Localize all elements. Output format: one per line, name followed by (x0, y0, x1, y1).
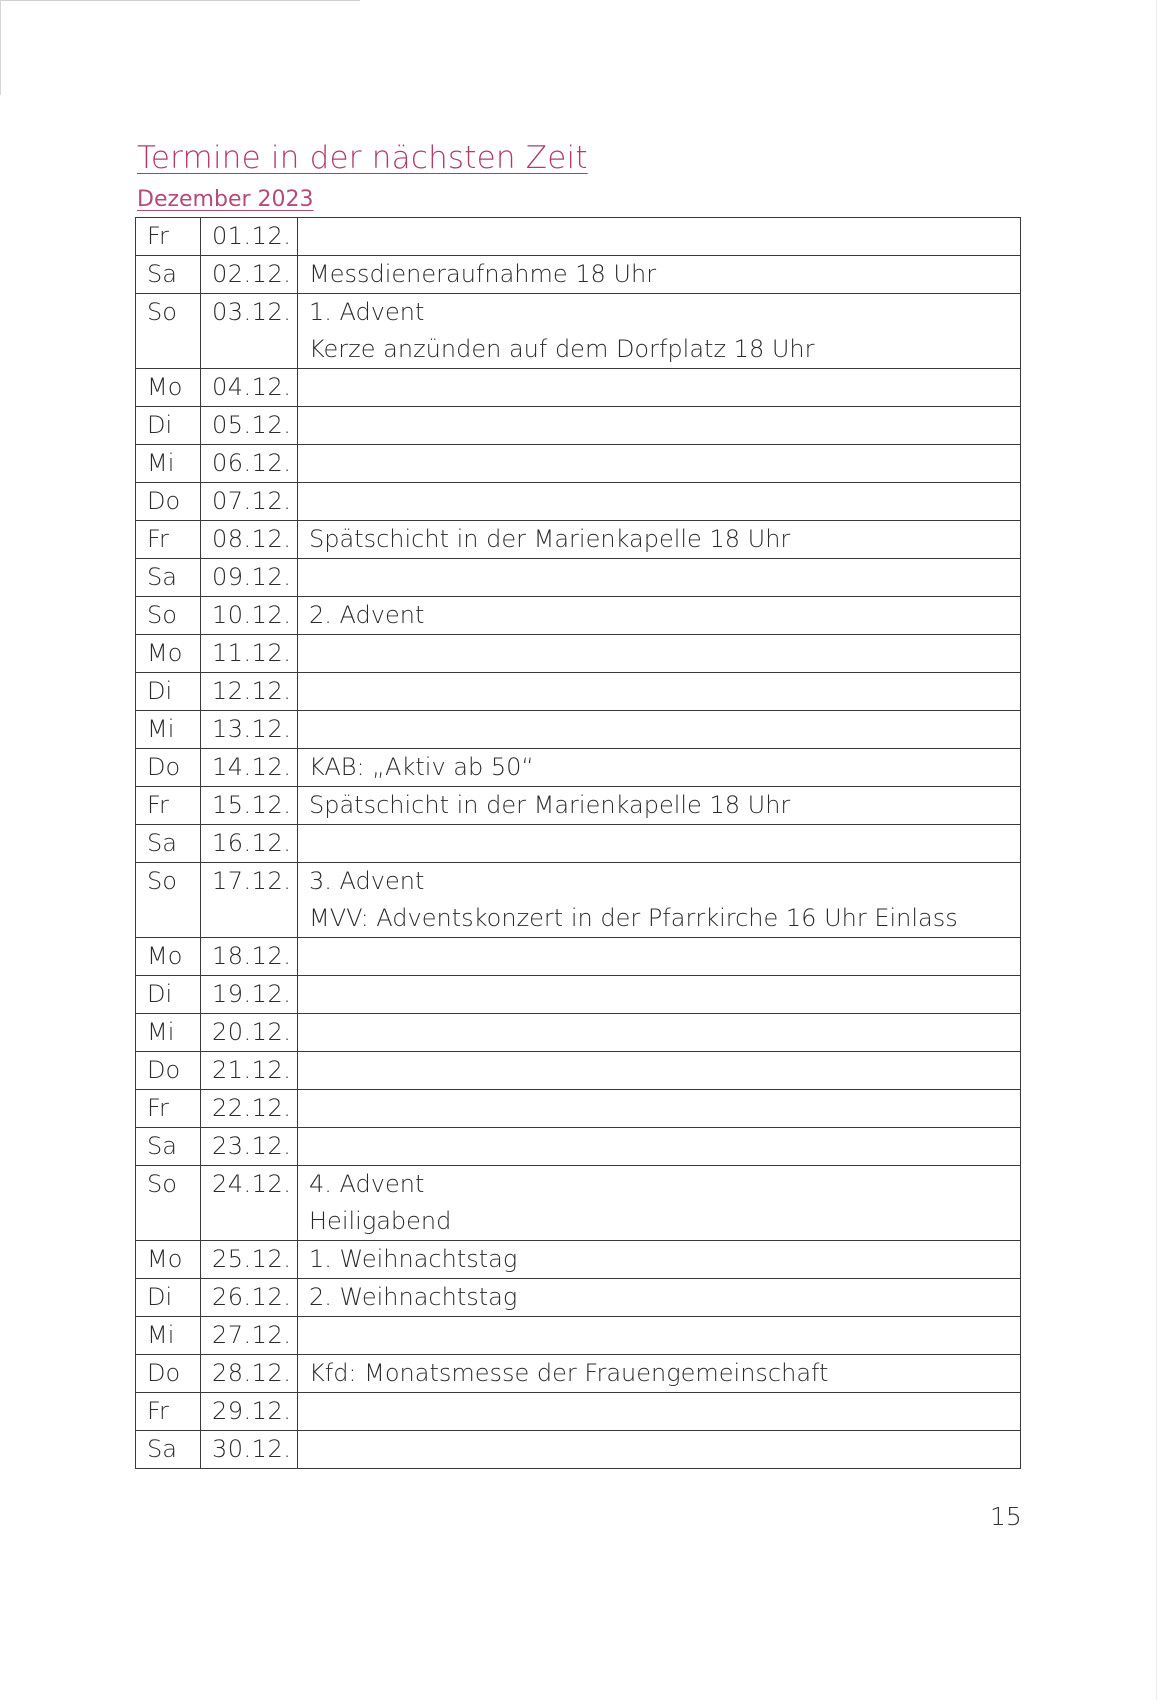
date-cell: 02.12. (201, 256, 298, 294)
event-cell (298, 711, 1021, 749)
date-cell: 11.12. (201, 635, 298, 673)
table-row (136, 1431, 1021, 1469)
event-text: 3. Advent (309, 867, 425, 895)
event-cell (298, 256, 1021, 294)
date-cell: 25.12. (201, 1241, 298, 1279)
date-cell: 24.12. (201, 1166, 298, 1241)
weekday-cell: Fr (136, 218, 201, 256)
event-cell (298, 1317, 1021, 1355)
weekday-cell: Sa (136, 1431, 201, 1469)
table-row (136, 369, 1021, 407)
table-row (136, 1128, 1021, 1166)
date-cell: 05.12. (201, 407, 298, 445)
date-cell: 15.12. (201, 787, 298, 825)
event-cell (298, 749, 1021, 787)
table-row (136, 825, 1021, 863)
event-cell (298, 787, 1021, 825)
date-cell: 22.12. (201, 1090, 298, 1128)
date-cell: 09.12. (201, 559, 298, 597)
weekday-cell: Do (136, 1355, 201, 1393)
weekday-cell: Mi (136, 711, 201, 749)
event-cell (298, 445, 1021, 483)
date-cell: 26.12. (201, 1279, 298, 1317)
page-number: 15 (990, 1502, 1022, 1531)
table-row (136, 1241, 1021, 1279)
weekday-cell: Sa (136, 256, 201, 294)
table-row (136, 218, 1021, 256)
date-cell: 13.12. (201, 711, 298, 749)
event-cell (298, 1166, 1021, 1241)
weekday-cell: So (136, 597, 201, 635)
date-cell: 01.12. (201, 218, 298, 256)
weekday-cell: Fr (136, 1090, 201, 1128)
table-row (136, 1090, 1021, 1128)
table-row (136, 483, 1021, 521)
event-text: 2. Advent (309, 601, 425, 629)
scan-edge-left (0, 0, 1, 95)
schedule-body (136, 218, 1021, 1469)
event-text: Messdieneraufnahme 18 Uhr (309, 260, 657, 288)
event-cell (298, 1431, 1021, 1469)
weekday-cell: Sa (136, 825, 201, 863)
table-row (136, 711, 1021, 749)
event-cell (298, 521, 1021, 559)
table-row (136, 1393, 1021, 1431)
event-text: KAB: „Aktiv ab 50“ (309, 753, 534, 781)
date-cell: 29.12. (201, 1393, 298, 1431)
date-cell: 23.12. (201, 1128, 298, 1166)
event-cell (298, 976, 1021, 1014)
event-cell (298, 1241, 1021, 1279)
month-title: Dezember 2023 (137, 187, 314, 212)
event-cell (298, 407, 1021, 445)
scan-edge-top (0, 0, 360, 1)
event-cell (298, 1014, 1021, 1052)
weekday-cell: So (136, 1166, 201, 1241)
weekday-cell: Do (136, 749, 201, 787)
date-cell: 12.12. (201, 673, 298, 711)
event-text: 1. Advent (309, 298, 425, 326)
weekday-cell: Do (136, 483, 201, 521)
table-row (136, 635, 1021, 673)
page-title: Termine in der nächsten Zeit (137, 140, 588, 176)
weekday-cell: Mo (136, 1241, 201, 1279)
event-cell (298, 673, 1021, 711)
table-row (136, 1317, 1021, 1355)
weekday-cell: Fr (136, 1393, 201, 1431)
weekday-cell: Mi (136, 1014, 201, 1052)
event-text: MVV: Adventskonzert in der Pfarrkirche 16 Uhr Einlass (309, 904, 958, 932)
event-cell (298, 863, 1021, 938)
schedule-table (135, 217, 1021, 1469)
event-cell (298, 1052, 1021, 1090)
date-cell: 14.12. (201, 749, 298, 787)
event-cell (298, 635, 1021, 673)
event-text: Heiligabend (309, 1207, 452, 1235)
date-cell: 03.12. (201, 294, 298, 369)
table-row (136, 1355, 1021, 1393)
table-row (136, 445, 1021, 483)
table-row (136, 521, 1021, 559)
table-row (136, 256, 1021, 294)
weekday-cell: Mo (136, 369, 201, 407)
event-cell (298, 1128, 1021, 1166)
weekday-cell: Di (136, 976, 201, 1014)
event-cell (298, 1355, 1021, 1393)
event-text: 4. Advent (309, 1170, 425, 1198)
weekday-cell: So (136, 294, 201, 369)
date-cell: 07.12. (201, 483, 298, 521)
event-cell (298, 218, 1021, 256)
event-cell (298, 597, 1021, 635)
date-cell: 30.12. (201, 1431, 298, 1469)
weekday-cell: Sa (136, 1128, 201, 1166)
scan-edge-right (1156, 0, 1157, 1700)
event-text: Spätschicht in der Marienkapelle 18 Uhr (309, 525, 791, 553)
table-row (136, 1166, 1021, 1241)
event-text: Spätschicht in der Marienkapelle 18 Uhr (309, 791, 791, 819)
date-cell: 04.12. (201, 369, 298, 407)
event-cell (298, 1279, 1021, 1317)
event-text: 1. Weihnachtstag (309, 1245, 518, 1273)
weekday-cell: Do (136, 1052, 201, 1090)
event-text: Kfd: Monatsmesse der Frauengemeinschaft (309, 1359, 829, 1387)
table-row (136, 938, 1021, 976)
table-row (136, 673, 1021, 711)
table-row (136, 863, 1021, 938)
weekday-cell: Di (136, 673, 201, 711)
event-cell (298, 559, 1021, 597)
event-cell (298, 825, 1021, 863)
weekday-cell: Fr (136, 787, 201, 825)
date-cell: 16.12. (201, 825, 298, 863)
weekday-cell: So (136, 863, 201, 938)
event-text: Kerze anzünden auf dem Dorfplatz 18 Uhr (309, 335, 815, 363)
weekday-cell: Mo (136, 938, 201, 976)
date-cell: 08.12. (201, 521, 298, 559)
table-row (136, 976, 1021, 1014)
table-row (136, 1279, 1021, 1317)
weekday-cell: Mo (136, 635, 201, 673)
weekday-cell: Sa (136, 559, 201, 597)
date-cell: 17.12. (201, 863, 298, 938)
event-cell (298, 1393, 1021, 1431)
event-cell (298, 938, 1021, 976)
table-row (136, 294, 1021, 369)
table-row (136, 787, 1021, 825)
weekday-cell: Mi (136, 1317, 201, 1355)
weekday-cell: Di (136, 1279, 201, 1317)
date-cell: 27.12. (201, 1317, 298, 1355)
weekday-cell: Fr (136, 521, 201, 559)
weekday-cell: Mi (136, 445, 201, 483)
table-row (136, 407, 1021, 445)
event-cell (298, 1090, 1021, 1128)
table-row (136, 749, 1021, 787)
event-text: 2. Weihnachtstag (309, 1283, 518, 1311)
date-cell: 28.12. (201, 1355, 298, 1393)
date-cell: 18.12. (201, 938, 298, 976)
event-cell (298, 294, 1021, 369)
event-cell (298, 369, 1021, 407)
table-row (136, 1014, 1021, 1052)
weekday-cell: Di (136, 407, 201, 445)
table-row (136, 559, 1021, 597)
table-row (136, 1052, 1021, 1090)
date-cell: 06.12. (201, 445, 298, 483)
date-cell: 20.12. (201, 1014, 298, 1052)
table-row (136, 597, 1021, 635)
date-cell: 21.12. (201, 1052, 298, 1090)
event-cell (298, 483, 1021, 521)
date-cell: 19.12. (201, 976, 298, 1014)
date-cell: 10.12. (201, 597, 298, 635)
